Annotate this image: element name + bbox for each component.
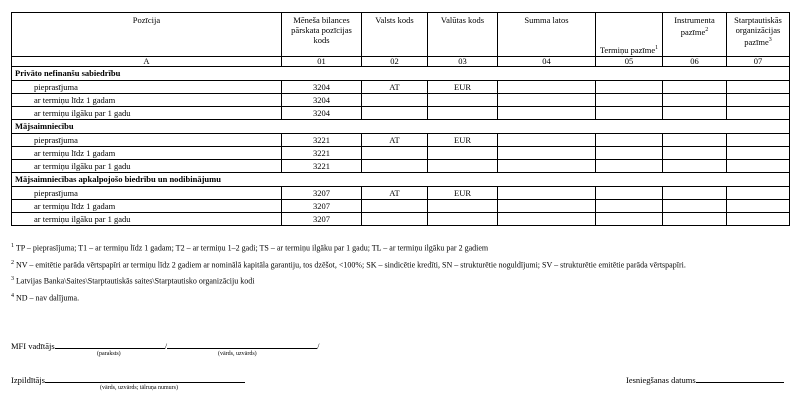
column-code: 06 <box>663 57 727 67</box>
row-term <box>596 187 663 200</box>
row-instrument <box>663 107 727 120</box>
row-instrument <box>663 94 727 107</box>
header-row <box>12 13 790 57</box>
footnote-number: 1 <box>11 243 14 249</box>
row-code: 3204 <box>282 94 362 107</box>
row-label: ar termiņu ilgāku par 1 gadu <box>12 107 282 120</box>
row-org <box>727 147 790 160</box>
row-instrument <box>663 200 727 213</box>
header-intl-org: Starptautiskās organizācijas pazīme$^3$ <box>727 13 790 57</box>
row-code: 3207 <box>282 200 362 213</box>
row-term <box>596 213 663 226</box>
row-label: ar termiņu līdz 1 gadam <box>12 200 282 213</box>
row-currency <box>428 200 498 213</box>
executor-label: Izpildītājs <box>11 375 45 385</box>
row-code: 3207 <box>282 213 362 226</box>
row-code: 3204 <box>282 81 362 94</box>
column-code: 07 <box>727 57 790 67</box>
footnote-text: ND – nav dalījuma. <box>16 293 80 303</box>
footnote <box>11 274 786 287</box>
section-row <box>12 67 790 81</box>
header-instrument: Instrumenta pazīme$^2$ <box>663 13 727 57</box>
footnote <box>11 291 786 304</box>
caption-signature: (paraksts) <box>97 351 121 357</box>
report-table <box>11 12 790 226</box>
footnote-ref-term: 1 <box>655 45 659 52</box>
section-title: Mājsaimniecības apkalpojošo biedrību un nodibinājumu <box>12 173 790 187</box>
row-country <box>362 94 428 107</box>
row-country <box>362 160 428 173</box>
name-line <box>164 340 320 351</box>
section-title: Privāto nefinanšu sabiedrību <box>12 67 790 81</box>
executor-line <box>45 374 245 383</box>
row-label: pieprasījuma <box>12 81 282 94</box>
row-amount <box>498 81 596 94</box>
separator-slash: / <box>317 341 320 351</box>
row-amount <box>498 94 596 107</box>
footnote-text: Latvijas Banka\Saites\Starptautiskās saites\Starptautisko organizāciju kodi <box>16 276 255 286</box>
row-amount <box>498 160 596 173</box>
column-code: 02 <box>362 57 428 67</box>
footnote-ref-instrument: 2 <box>705 27 709 33</box>
section-title: Mājsaimniecību <box>12 120 790 134</box>
footnote-number: 4 <box>11 292 14 299</box>
row-country <box>362 200 428 213</box>
row-code: 3221 <box>282 134 362 147</box>
submission-date-line <box>696 374 784 383</box>
executor-signature <box>11 374 245 385</box>
footnote-ref-org: 3 <box>768 37 772 43</box>
row-term <box>596 81 663 94</box>
row-term <box>596 107 663 120</box>
row-currency <box>428 94 498 107</box>
header-amount: Summa latos <box>498 13 596 57</box>
row-term <box>596 200 663 213</box>
footnote <box>11 241 786 254</box>
row-country <box>362 213 428 226</box>
row-org <box>727 134 790 147</box>
row-label: ar termiņu līdz 1 gadam <box>12 147 282 160</box>
row-instrument <box>663 213 727 226</box>
row-currency: EUR <box>428 81 498 94</box>
row-instrument <box>663 81 727 94</box>
separator-slash: / <box>164 341 168 351</box>
row-label: ar termiņu ilgāku par 1 gadu <box>12 160 282 173</box>
column-code: 01 <box>282 57 362 67</box>
row-country <box>362 107 428 120</box>
row-instrument <box>663 160 727 173</box>
table-row <box>12 147 790 160</box>
row-currency: EUR <box>428 134 498 147</box>
row-amount <box>498 213 596 226</box>
header-currency-code: Valūtas kods <box>428 13 498 57</box>
row-amount <box>498 187 596 200</box>
signature-line <box>55 340 168 351</box>
submission-date <box>626 374 784 385</box>
row-code: 3221 <box>282 160 362 173</box>
table-row <box>12 94 790 107</box>
row-instrument <box>663 187 727 200</box>
row-org <box>727 187 790 200</box>
row-org <box>727 107 790 120</box>
row-country <box>362 147 428 160</box>
row-currency <box>428 160 498 173</box>
row-label: pieprasījuma <box>12 134 282 147</box>
row-term <box>596 147 663 160</box>
caption-executor: (vārds, uzvārds; tālruņa numurs) <box>100 385 178 391</box>
row-org <box>727 94 790 107</box>
row-org <box>727 200 790 213</box>
row-amount <box>498 134 596 147</box>
footnote-text: NV – emitētie parāda vērtspapīri ar termiņu līdz 2 gadiem ar nominālā kapitāla garantiju, tos dzēšot, <100%; SK – sindicētie kredīti, SN – strukturētie noguldījumi; SV – strukturētie emitētie parāda vērtspapīri. <box>16 260 686 270</box>
row-amount <box>498 107 596 120</box>
section-row <box>12 173 790 187</box>
column-code: 03 <box>428 57 498 67</box>
row-country: AT <box>362 187 428 200</box>
row-term <box>596 94 663 107</box>
table-row <box>12 160 790 173</box>
header-position: Pozīcija <box>12 13 282 57</box>
row-currency: EUR <box>428 187 498 200</box>
table-row <box>12 107 790 120</box>
table-row <box>12 200 790 213</box>
row-term <box>596 134 663 147</box>
row-currency <box>428 147 498 160</box>
row-code: 3221 <box>282 147 362 160</box>
row-currency <box>428 213 498 226</box>
row-org <box>727 213 790 226</box>
table-row <box>12 187 790 200</box>
header-balance-code: Mēneša bilances pārskata pozīcijas kods <box>282 13 362 57</box>
row-code: 3204 <box>282 107 362 120</box>
caption-name: (vārds, uzvārds) <box>218 351 257 357</box>
row-code: 3207 <box>282 187 362 200</box>
footnote-text: TP – pieprasījuma; T1 – ar termiņu līdz 1 gadam; T2 – ar termiņu 1–2 gadi; TS – ar termiņu ilgāku par 1 gadu; TL – ar termiņu ilgāku par 2 gadiem <box>15 243 489 253</box>
column-code: 05 <box>596 57 663 67</box>
row-amount <box>498 200 596 213</box>
footnote-number: 3 <box>11 276 14 283</box>
row-org <box>727 160 790 173</box>
table-row <box>12 81 790 94</box>
row-label: pieprasījuma <box>12 187 282 200</box>
row-org <box>727 81 790 94</box>
row-instrument <box>663 147 727 160</box>
row-label: ar termiņu līdz 1 gadam <box>12 94 282 107</box>
section-row <box>12 120 790 134</box>
row-label: ar termiņu ilgāku par 1 gadu <box>12 213 282 226</box>
table-row <box>12 134 790 147</box>
row-instrument <box>663 134 727 147</box>
column-codes-row <box>12 57 790 67</box>
row-currency <box>428 107 498 120</box>
footnote-number: 2 <box>11 259 14 266</box>
column-code: A <box>12 57 282 67</box>
header-term: Termiņu pazīme$^1$ <box>596 13 663 57</box>
mfi-head-label: MFI vadītājs <box>11 341 55 351</box>
footnote <box>11 258 786 271</box>
footnotes <box>11 241 786 308</box>
row-country: AT <box>362 134 428 147</box>
submission-date-label: Iesniegšanas datums <box>626 375 696 385</box>
column-code: 04 <box>498 57 596 67</box>
header-country-code: Valsts kods <box>362 13 428 57</box>
table-row <box>12 213 790 226</box>
row-amount <box>498 147 596 160</box>
mfi-head-signature <box>11 340 319 351</box>
row-term <box>596 160 663 173</box>
row-country: AT <box>362 81 428 94</box>
